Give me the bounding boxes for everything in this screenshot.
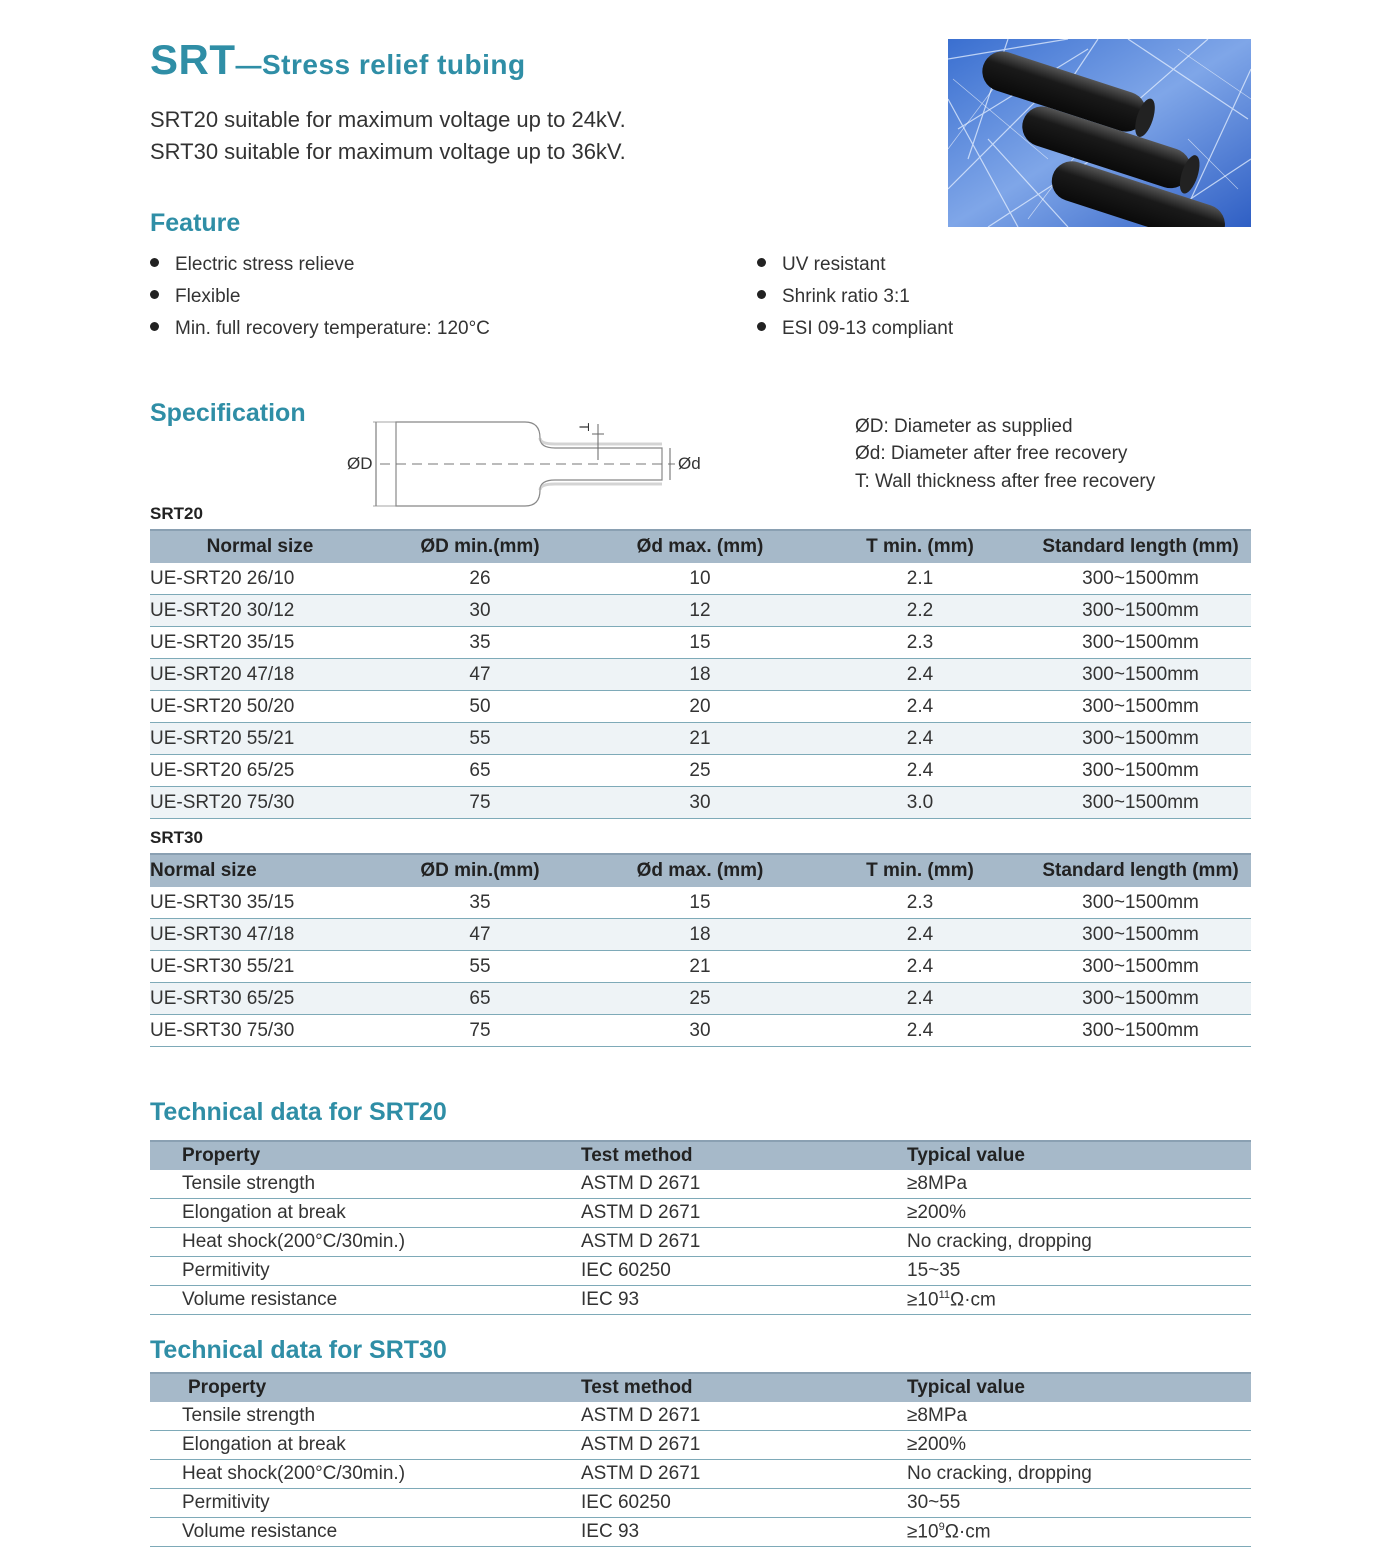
column-header: Standard length (mm) bbox=[1030, 854, 1251, 887]
bullet-icon bbox=[757, 258, 766, 267]
table-row bbox=[150, 563, 1251, 595]
table-row bbox=[150, 1257, 1251, 1286]
bullet-icon bbox=[150, 290, 159, 299]
intro-line-2: SRT30 suitable for maximum voltage up to 36kV. bbox=[150, 139, 626, 164]
diagram-label-t: T bbox=[576, 422, 593, 432]
table-cell: UE-SRT20 75/30 bbox=[150, 787, 370, 819]
table-cell: Permitivity bbox=[150, 1489, 581, 1518]
column-header: Test method bbox=[581, 1373, 907, 1402]
table-cell: UE-SRT30 47/18 bbox=[150, 919, 370, 951]
title-dash: — bbox=[235, 50, 262, 80]
table-cell: UE-SRT20 26/10 bbox=[150, 563, 370, 595]
table-cell: 2.4 bbox=[810, 691, 1030, 723]
feature-item: UV resistant bbox=[757, 254, 885, 276]
unit: Ω·cm bbox=[944, 1521, 991, 1543]
bullet-icon bbox=[150, 322, 159, 331]
table-cell: 18 bbox=[590, 659, 810, 691]
legend-line-2: Ød: Diameter after free recovery bbox=[855, 443, 1128, 464]
table-row bbox=[150, 1402, 1251, 1431]
table-header-row bbox=[150, 1373, 1251, 1402]
table-row bbox=[150, 1170, 1251, 1199]
table-cell: 30 bbox=[590, 787, 810, 819]
page-title bbox=[150, 36, 526, 84]
table-row bbox=[150, 595, 1251, 627]
column-header: Standard length (mm) bbox=[1030, 530, 1251, 563]
table-row bbox=[150, 1228, 1251, 1257]
table-cell: 300~1500mm bbox=[1030, 755, 1251, 787]
table-cell: ≥200% bbox=[907, 1199, 1251, 1228]
table-row bbox=[150, 1460, 1251, 1489]
table-cell: 2.3 bbox=[810, 887, 1030, 919]
table-cell: Volume resistance bbox=[150, 1286, 581, 1315]
feature-heading: Feature bbox=[150, 209, 241, 237]
feature-item: Shrink ratio 3:1 bbox=[757, 286, 910, 308]
table-cell: 18 bbox=[590, 919, 810, 951]
table-cell: 2.2 bbox=[810, 595, 1030, 627]
diagram-label-small: Ød bbox=[678, 454, 701, 473]
feature-item: Flexible bbox=[150, 286, 240, 308]
table-row bbox=[150, 1518, 1251, 1547]
table-cell: Elongation at break bbox=[150, 1431, 581, 1460]
column-header: Typical value bbox=[907, 1141, 1251, 1170]
table-cell: ≥8MPa bbox=[907, 1402, 1251, 1431]
table-row bbox=[150, 951, 1251, 983]
table-cell: ASTM D 2671 bbox=[581, 1402, 907, 1431]
table-cell: UE-SRT20 65/25 bbox=[150, 755, 370, 787]
table-cell: 300~1500mm bbox=[1030, 627, 1251, 659]
tech30-table bbox=[150, 1372, 1251, 1547]
title-code: SRT bbox=[150, 36, 236, 83]
specification-heading: Specification bbox=[150, 399, 306, 427]
exponent: 9 bbox=[938, 1520, 945, 1533]
unit: Ω·cm bbox=[949, 1289, 996, 1311]
table-cell: IEC 60250 bbox=[581, 1257, 907, 1286]
table-cell: 30~55 bbox=[907, 1489, 1251, 1518]
column-header: Normal size bbox=[150, 530, 370, 563]
table-cell: Tensile strength bbox=[150, 1402, 581, 1431]
table-cell: 75 bbox=[370, 1015, 590, 1047]
table-cell: UE-SRT20 47/18 bbox=[150, 659, 370, 691]
column-header: Typical value bbox=[907, 1373, 1251, 1402]
table-row bbox=[150, 1489, 1251, 1518]
table-cell: 300~1500mm bbox=[1030, 1015, 1251, 1047]
table-cell: 300~1500mm bbox=[1030, 887, 1251, 919]
table-cell: 2.4 bbox=[810, 723, 1030, 755]
table-cell: 2.3 bbox=[810, 627, 1030, 659]
table-cell: ≥200% bbox=[907, 1431, 1251, 1460]
table-cell: 300~1500mm bbox=[1030, 951, 1251, 983]
bullet-icon bbox=[757, 322, 766, 331]
table-row bbox=[150, 787, 1251, 819]
table-cell: 21 bbox=[590, 723, 810, 755]
table-row bbox=[150, 983, 1251, 1015]
table-cell: 2.4 bbox=[810, 951, 1030, 983]
table-cell: 35 bbox=[370, 627, 590, 659]
bullet-icon bbox=[757, 290, 766, 299]
tech30-heading: Technical data for SRT30 bbox=[150, 1336, 447, 1364]
intro-line-1: SRT20 suitable for maximum voltage up to 24kV. bbox=[150, 107, 626, 132]
column-header: Ød max. (mm) bbox=[590, 854, 810, 887]
srt30-table bbox=[150, 853, 1251, 1047]
table-cell: ASTM D 2671 bbox=[581, 1431, 907, 1460]
table-cell: 300~1500mm bbox=[1030, 563, 1251, 595]
column-header: Ød max. (mm) bbox=[590, 530, 810, 563]
table-cell: Volume resistance bbox=[150, 1518, 581, 1547]
table-cell: 12 bbox=[590, 595, 810, 627]
table-cell: 15~35 bbox=[907, 1257, 1251, 1286]
srt20-label: SRT20 bbox=[150, 504, 203, 523]
table-cell: UE-SRT20 55/21 bbox=[150, 723, 370, 755]
diagram-label-big: ØD bbox=[347, 454, 373, 473]
table-row bbox=[150, 887, 1251, 919]
table-cell: 30 bbox=[370, 595, 590, 627]
table-cell: ASTM D 2671 bbox=[581, 1170, 907, 1199]
table-cell: 2.4 bbox=[810, 1015, 1030, 1047]
table-cell: 2.1 bbox=[810, 563, 1030, 595]
table-cell: 65 bbox=[370, 983, 590, 1015]
table-cell: ASTM D 2671 bbox=[581, 1199, 907, 1228]
table-cell: 300~1500mm bbox=[1030, 919, 1251, 951]
table-cell: $\ge 10^9\Omega\cdot cm$ bbox=[907, 1518, 1251, 1547]
table-cell: 2.4 bbox=[810, 659, 1030, 691]
table-cell: 35 bbox=[370, 887, 590, 919]
table-cell: 25 bbox=[590, 755, 810, 787]
bullet-icon bbox=[150, 258, 159, 267]
table-header-row bbox=[150, 1141, 1251, 1170]
table-cell: 300~1500mm bbox=[1030, 723, 1251, 755]
exponent: 11 bbox=[938, 1288, 950, 1301]
column-header: ØD min.(mm) bbox=[370, 530, 590, 563]
column-header: Property bbox=[150, 1373, 581, 1402]
table-row bbox=[150, 659, 1251, 691]
table-cell: 50 bbox=[370, 691, 590, 723]
table-cell: Permitivity bbox=[150, 1257, 581, 1286]
table-cell: 300~1500mm bbox=[1030, 595, 1251, 627]
table-cell: UE-SRT30 35/15 bbox=[150, 887, 370, 919]
table-row bbox=[150, 723, 1251, 755]
table-row bbox=[150, 1431, 1251, 1460]
feature-item: Electric stress relieve bbox=[150, 254, 355, 276]
table-cell: 15 bbox=[590, 887, 810, 919]
table-cell: 2.4 bbox=[810, 755, 1030, 787]
table-cell: No cracking, dropping bbox=[907, 1460, 1251, 1489]
tubing-diagram bbox=[340, 414, 710, 514]
table-cell: 75 bbox=[370, 787, 590, 819]
table-cell: No cracking, dropping bbox=[907, 1228, 1251, 1257]
table-cell: 2.4 bbox=[810, 983, 1030, 1015]
table-cell: 55 bbox=[370, 723, 590, 755]
table-cell: 30 bbox=[590, 1015, 810, 1047]
srt20-table bbox=[150, 529, 1251, 819]
tech20-heading: Technical data for SRT20 bbox=[150, 1098, 447, 1126]
table-cell: 300~1500mm bbox=[1030, 787, 1251, 819]
table-cell: $\ge 10^{11}\Omega\cdot cm$ bbox=[907, 1286, 1251, 1315]
table-cell: UE-SRT30 55/21 bbox=[150, 951, 370, 983]
table-row bbox=[150, 691, 1251, 723]
table-cell: UE-SRT30 65/25 bbox=[150, 983, 370, 1015]
table-cell: 26 bbox=[370, 563, 590, 595]
table-cell: 20 bbox=[590, 691, 810, 723]
table-header-row bbox=[150, 854, 1251, 887]
feature-item: Min. full recovery temperature: 120°C bbox=[150, 318, 490, 340]
table-row bbox=[150, 755, 1251, 787]
table-cell: 2.4 bbox=[810, 919, 1030, 951]
column-header: T min. (mm) bbox=[810, 530, 1030, 563]
table-cell: 47 bbox=[370, 659, 590, 691]
table-cell: Heat shock(200°C/30min.) bbox=[150, 1228, 581, 1257]
table-cell: 300~1500mm bbox=[1030, 659, 1251, 691]
column-header: T min. (mm) bbox=[810, 854, 1030, 887]
srt30-label: SRT30 bbox=[150, 828, 203, 847]
product-photo bbox=[948, 39, 1251, 227]
table-cell: 25 bbox=[590, 983, 810, 1015]
table-cell: 15 bbox=[590, 627, 810, 659]
table-cell: 47 bbox=[370, 919, 590, 951]
feature-item: ESI 09-13 compliant bbox=[757, 318, 953, 340]
table-cell: IEC 60250 bbox=[581, 1489, 907, 1518]
table-cell: UE-SRT20 30/12 bbox=[150, 595, 370, 627]
title-subtitle: Stress relief tubing bbox=[262, 49, 526, 80]
column-header: Test method bbox=[581, 1141, 907, 1170]
column-header: ØD min.(mm) bbox=[370, 854, 590, 887]
table-cell: 10 bbox=[590, 563, 810, 595]
table-cell: 21 bbox=[590, 951, 810, 983]
legend-line-3: T: Wall thickness after free recovery bbox=[855, 471, 1156, 492]
column-header: Normal size bbox=[150, 854, 370, 887]
column-header: Property bbox=[150, 1141, 581, 1170]
tech20-table bbox=[150, 1140, 1251, 1315]
table-cell: 55 bbox=[370, 951, 590, 983]
legend-line-1: ØD: Diameter as supplied bbox=[855, 416, 1073, 437]
table-cell: ASTM D 2671 bbox=[581, 1228, 907, 1257]
table-cell: 65 bbox=[370, 755, 590, 787]
table-cell: 300~1500mm bbox=[1030, 691, 1251, 723]
table-cell: UE-SRT30 75/30 bbox=[150, 1015, 370, 1047]
table-cell: IEC 93 bbox=[581, 1286, 907, 1315]
table-row bbox=[150, 919, 1251, 951]
table-cell: UE-SRT20 35/15 bbox=[150, 627, 370, 659]
table-row bbox=[150, 1286, 1251, 1315]
table-cell: Tensile strength bbox=[150, 1170, 581, 1199]
table-cell: Heat shock(200°C/30min.) bbox=[150, 1460, 581, 1489]
table-row bbox=[150, 627, 1251, 659]
table-cell: IEC 93 bbox=[581, 1518, 907, 1547]
table-cell: Elongation at break bbox=[150, 1199, 581, 1228]
table-cell: ASTM D 2671 bbox=[581, 1460, 907, 1489]
table-row bbox=[150, 1015, 1251, 1047]
table-cell: UE-SRT20 50/20 bbox=[150, 691, 370, 723]
table-row bbox=[150, 1199, 1251, 1228]
table-header-row bbox=[150, 530, 1251, 563]
table-cell: 300~1500mm bbox=[1030, 983, 1251, 1015]
table-cell: 3.0 bbox=[810, 787, 1030, 819]
table-cell: ≥8MPa bbox=[907, 1170, 1251, 1199]
